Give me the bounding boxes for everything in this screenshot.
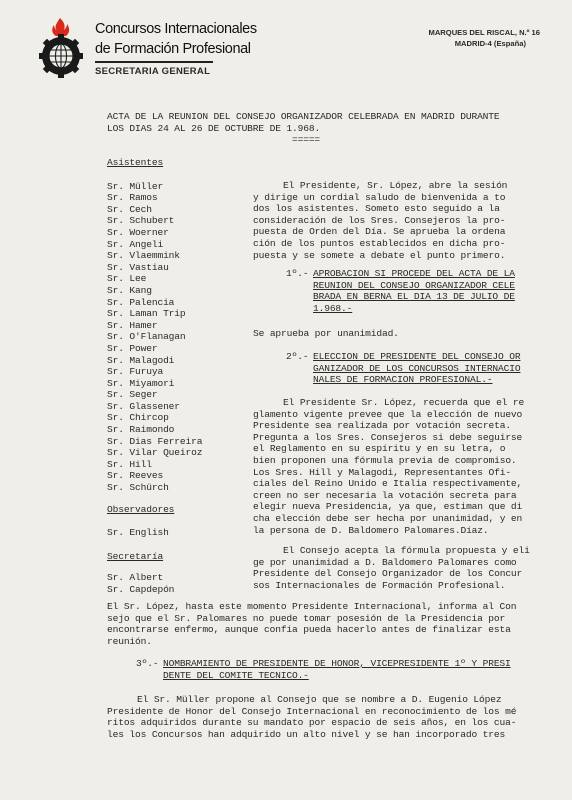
agenda-item-1-result: Se aprueba por unanimidad. (253, 328, 399, 339)
attendee-name: Sr. Vastiau (107, 261, 169, 273)
text-line: puesta y se somete a debate el punto primero. (253, 249, 506, 261)
attendees-section (107, 157, 202, 596)
text-line: El Presidente, Sr. López, abre la sesión (283, 180, 508, 191)
text-line: reunión. (107, 635, 152, 647)
text-line: GANIZADOR DE LOS CONCURSOS INTERNACIO (313, 362, 521, 374)
attendee-name: Sr. Kang (107, 284, 152, 296)
attendee-name: Sr. Cech (107, 203, 152, 215)
attendee-name: Sr. Lee (107, 273, 147, 285)
text-line: 1.968.- (313, 302, 353, 314)
text-line: Presidente del Consejo Organizador de los Concur (253, 568, 523, 580)
text-line: consideración de los Sres. Consejeros la pro- (253, 214, 506, 226)
text-line: NALES DE FORMACION PROFESIONAL.- (313, 374, 493, 386)
text-line: ELECCION DE PRESIDENTE DEL CONSEJO OR (313, 351, 521, 362)
text-line: les los Concursos han adquirido un alto nivel y se han incorporado tres (107, 728, 506, 740)
agenda-item-2-number: 2º.- (286, 351, 309, 362)
attendee-name: Sr. Schürch (107, 482, 169, 494)
text-line: Pregunta a los Sres. Consejeros si debe seguirse (253, 431, 523, 443)
attendee-name: Sr. Schubert (107, 215, 175, 227)
title-line: LOS DIAS 24 AL 26 DE OCTUBRE DE 1.968. (107, 122, 321, 134)
text-line: el Reglamento en su espíritu y en su letra, o (253, 443, 506, 455)
secretariat-name: Sr. Albert (107, 572, 164, 584)
text-line: APROBACION SI PROCEDE DEL ACTA DE LA (313, 268, 515, 279)
text-line: glamento vigente prevee que la elección de nuevo (253, 408, 523, 420)
attendee-name: Sr. Palencia (107, 296, 175, 308)
attendee-name: Sr. O'Flanagan (107, 331, 186, 343)
text-line: NOMBRAMIENTO DE PRESIDENTE DE HONOR, VICEPRESIDENTE 1º Y PRESI (163, 658, 511, 669)
text-line: elegir nueva Presidencia, ya que, estiman que di (253, 501, 523, 513)
attendee-name: Sr. Seger (107, 389, 158, 401)
text-line: Presidente de Honor del Consejo Internacional en reconocimiento de los mé (107, 705, 517, 717)
text-line: Los Sres. Hill y Malagodi, Representantes Ofi- (253, 466, 511, 478)
text-line: sejo que el Sr. Palomares no puede tomar posesión de la Presidencia por (107, 612, 506, 624)
attendee-name: Sr. Vilar Queiroz (107, 447, 203, 459)
title-rule: ===== (292, 134, 321, 146)
agenda-item-2-body (253, 397, 524, 536)
text-line: creen no ser necesaria la votación secreta para (253, 489, 517, 501)
text-line: la persona de D. Baldomero Palomares.Díaz. (253, 524, 489, 536)
text-line: El Presidente Sr. López, recuerda que el re (283, 397, 525, 408)
text-line: El Consejo acepta la fórmula propuesta y eli (283, 545, 530, 556)
attendee-name: Sr. Hill (107, 458, 152, 470)
org-name-line2: de Formación Profesional (95, 41, 251, 57)
letterhead-rule (95, 61, 213, 63)
flame-globe-gear-logo-icon (36, 16, 88, 78)
text-line: ción de los puntos establecidos en dicha pro- (253, 237, 506, 249)
title-line: ACTA DE LA REUNION DEL CONSEJO ORGANIZADOR CELEBRADA EN MADRID DURANTE (107, 111, 500, 122)
org-name-line1: Concursos Internacionales (95, 21, 257, 37)
text-line: bien proponen una fórmula previa de compromiso. (253, 454, 517, 466)
agenda-item-1-number: 1º.- (286, 268, 309, 279)
text-line: BRADA EN BERNA EL DIA 13 DE JULIO DE (313, 291, 515, 303)
attendee-name: Sr. Hamer (107, 319, 158, 331)
secretariat-heading: Secretaría (107, 550, 164, 562)
text-line: cha elección debe ser hecha por unanimidad, y en (253, 512, 523, 524)
attendee-name: Sr. Laman Trip (107, 308, 186, 320)
attendee-name: Sr. Müller (107, 180, 164, 192)
attendee-name: Sr. Raimondo (107, 424, 175, 436)
attendee-name: Sr. Furuya (107, 366, 164, 378)
agenda-item-2-decision (253, 545, 530, 591)
attendee-name: Sr. Glassener (107, 400, 180, 412)
attendee-name: Sr. Malagodi (107, 354, 175, 366)
observers-heading: Observadores (107, 503, 175, 515)
agenda-item-2-title (313, 351, 520, 386)
attendee-name: Sr. Miyamori (107, 377, 175, 389)
division-name: SECRETARIA GENERAL (95, 66, 211, 77)
text-line: El Sr. Müller propone al Consejo que se nombre a D. Eugenio López (137, 694, 502, 705)
attendee-name: Sr. Chircop (107, 412, 169, 424)
text-line: REUNION DEL CONSEJO ORGANIZADOR CELE (313, 279, 515, 291)
agenda-item-3-number: 3º.- (136, 658, 159, 669)
attendees-heading: Asistentes (107, 157, 164, 168)
text-line: El Sr. López, hasta este momento Presidente Internacional, informa al Con (107, 601, 517, 612)
text-line: ge por unanimidad a D. Baldomero Palomares como (253, 556, 517, 568)
secretariat-name: Sr. Capdepón (107, 584, 175, 595)
text-line: encontrarse enfermo, aunque confía pueda hacerlo antes de finalizar esta (107, 624, 511, 636)
logo (36, 16, 88, 78)
agenda-item-3-title (163, 658, 511, 681)
opening-paragraph (253, 180, 507, 261)
attendee-name: Sr. Angeli (107, 238, 164, 250)
attendee-name: Sr. Power (107, 342, 158, 354)
document-title (107, 111, 500, 146)
attendee-name: Sr. Vlaemmink (107, 250, 180, 262)
president-report-paragraph (107, 601, 516, 647)
text-line: y dirige un cordial saludo de bienvenida a to (253, 191, 506, 203)
attendee-name: Sr. Woerner (107, 226, 169, 238)
text-line: ritos adquiridos durante su mandato por espacio de seis años, en los cua- (107, 717, 517, 729)
text-line: Presidente sea realizada por votación secreta. (253, 420, 511, 432)
text-line: DENTE DEL COMITE TECNICO.- (163, 669, 309, 681)
honorary-president-paragraph (107, 694, 516, 740)
attendee-name: Sr. Dias Ferreira (107, 435, 203, 447)
observer-name: Sr. English (107, 527, 169, 539)
text-line: sos Internacionales de Formación Profesional. (253, 579, 506, 591)
text-line: puesta de Orden del Día. Se aprueba la ordena (253, 226, 506, 238)
address-line2: MADRID-4 (España) (454, 39, 526, 48)
attendee-name: Sr. Reeves (107, 470, 164, 482)
text-line: ciales del Reino Unido e Italia respectivamente, (253, 478, 523, 490)
address-line1: MARQUES DEL RISCAL, N.º 16 (428, 28, 540, 37)
text-line: dos los asistentes. Someto esto seguido a la (253, 203, 500, 215)
attendee-name: Sr. Ramos (107, 192, 158, 204)
agenda-item-1-title (313, 268, 515, 314)
